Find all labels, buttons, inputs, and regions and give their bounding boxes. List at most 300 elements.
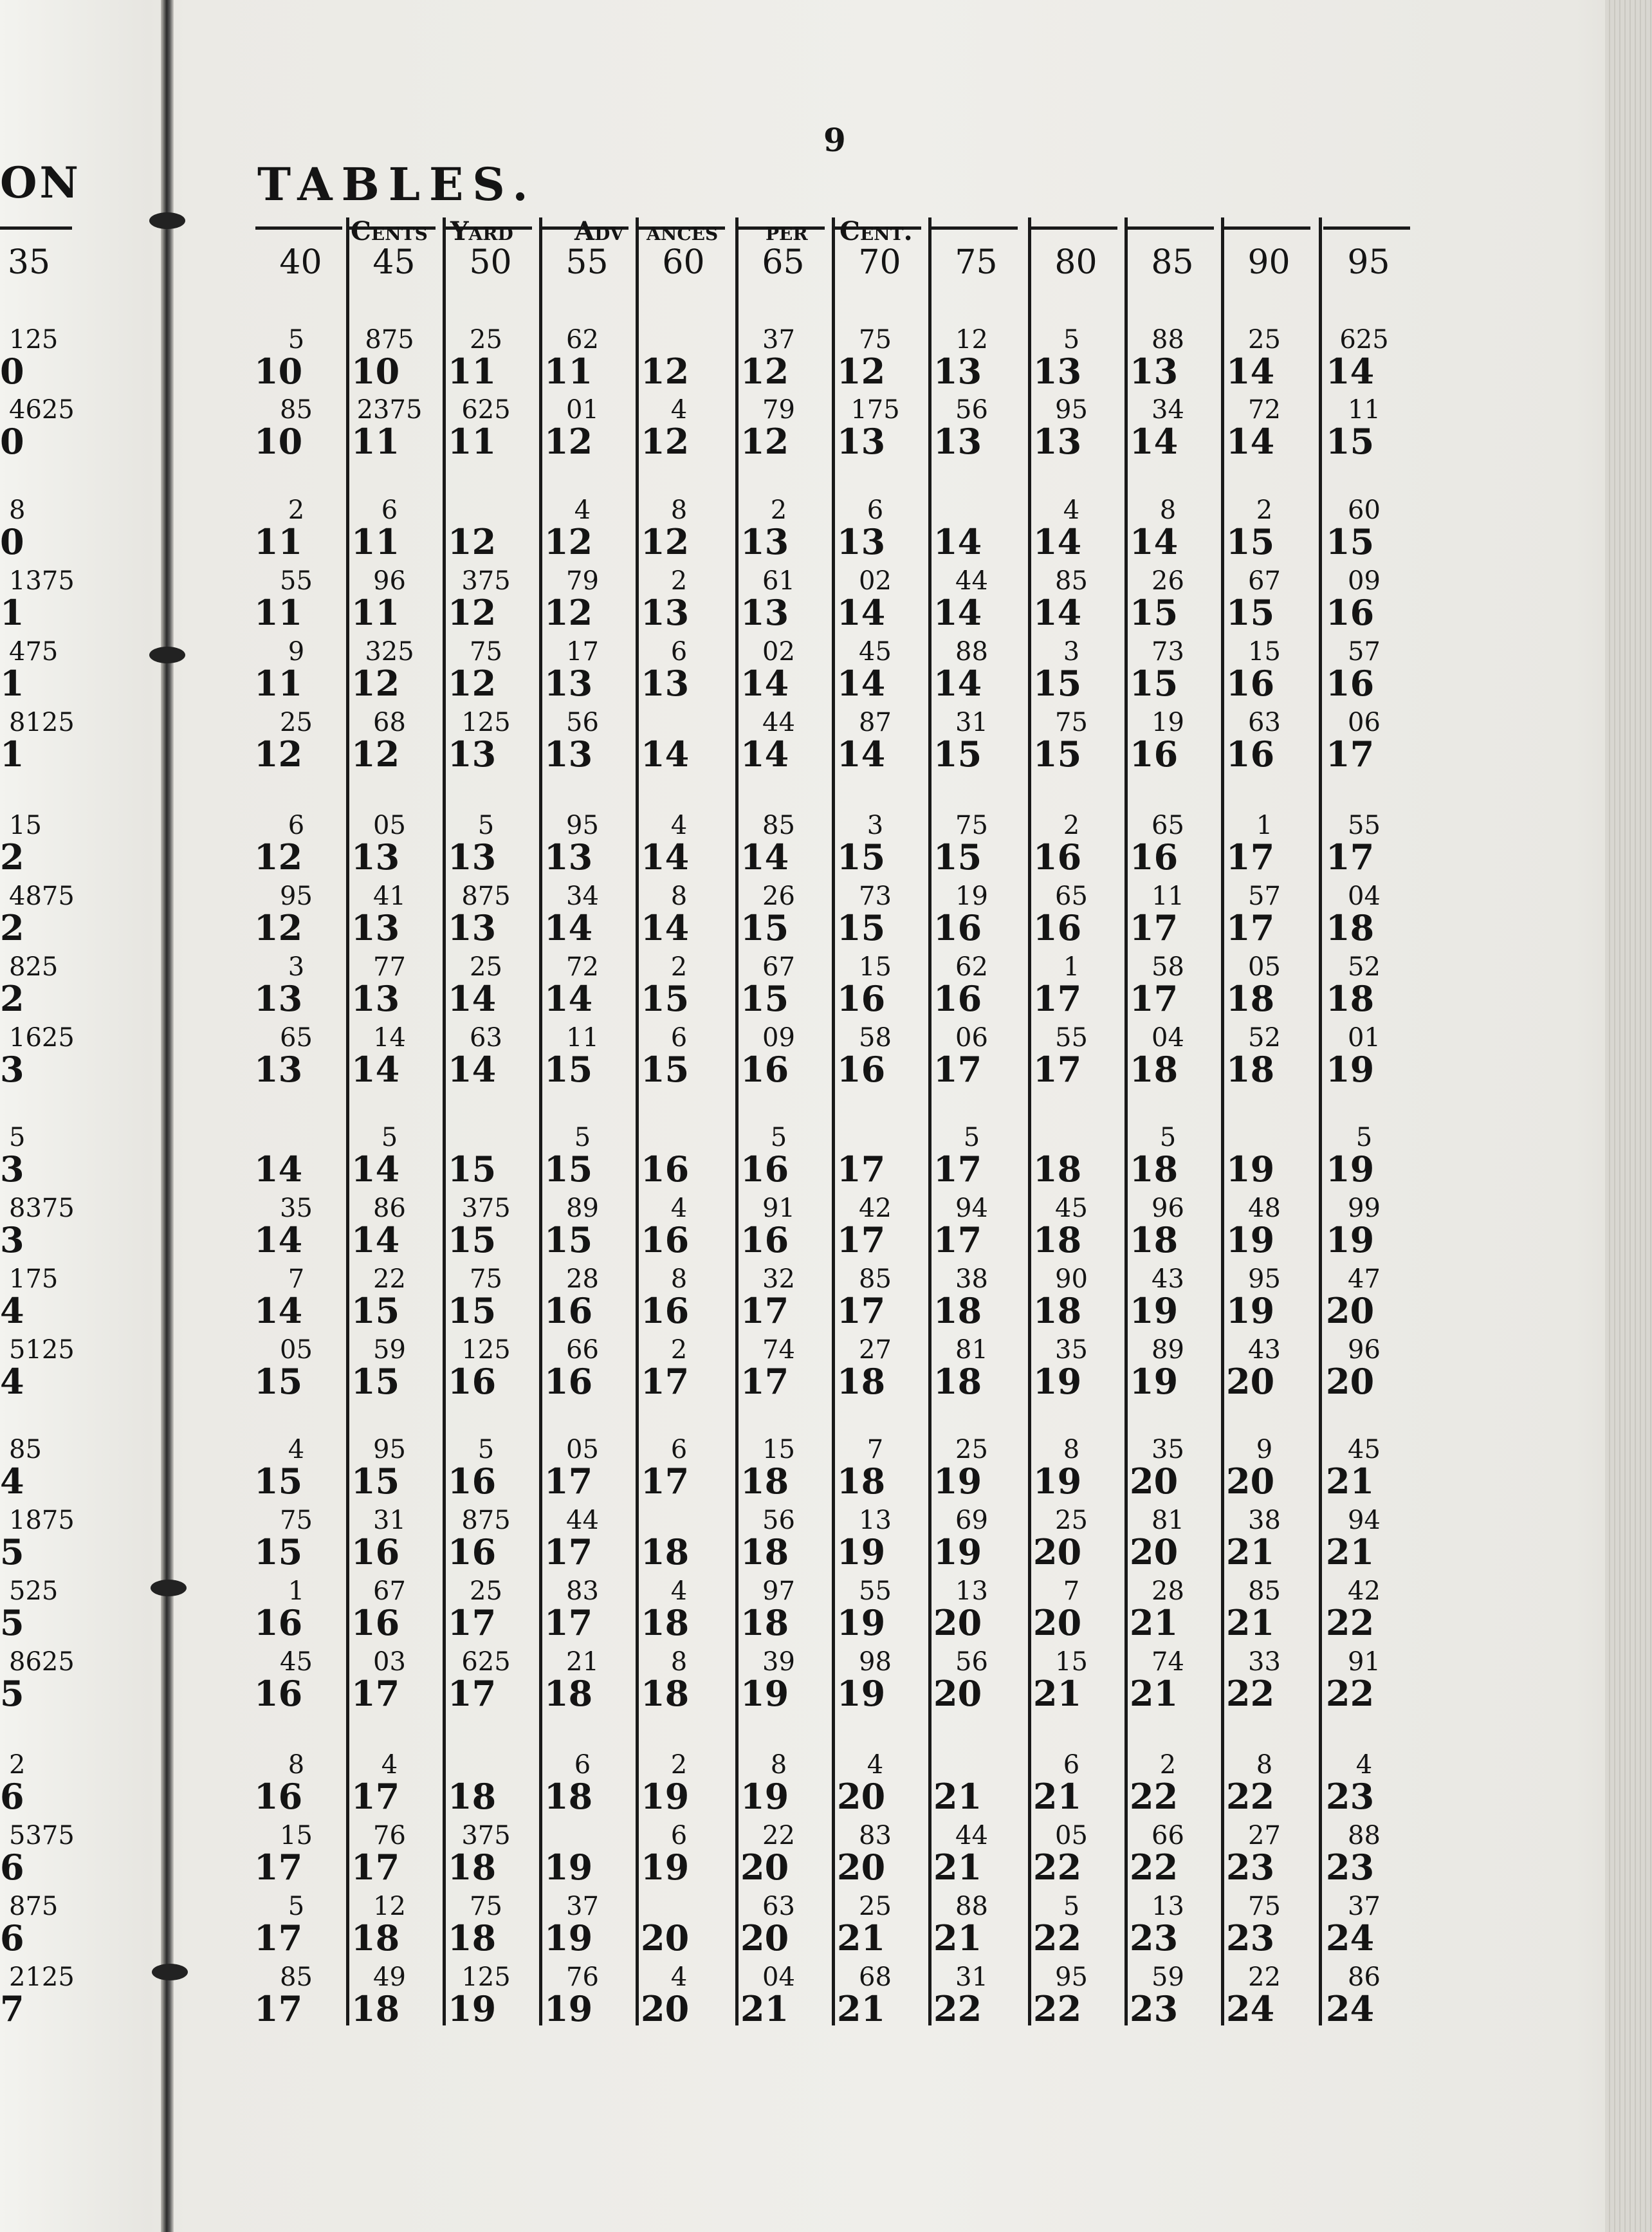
price-value: 21 — [1226, 1531, 1275, 1573]
fraction-value: 6 — [670, 637, 688, 667]
price-value: 20 — [1130, 1461, 1179, 1502]
price-value: 15 — [837, 836, 886, 878]
left-column-header: 35 — [7, 243, 51, 282]
fraction-value: 25 — [470, 325, 502, 355]
price-value: 21 — [1226, 1602, 1275, 1643]
price-value: 18 — [933, 1290, 982, 1331]
fraction-value: 4 — [574, 495, 591, 525]
fraction-value: 4 — [670, 395, 688, 425]
column-header-rule — [931, 226, 1018, 230]
price-value: 16 — [641, 1148, 690, 1190]
price-value: 12 — [641, 521, 690, 562]
price-value: 17 — [837, 1290, 886, 1331]
price-value: 13 — [351, 836, 400, 878]
fraction-value: 05 — [1055, 1821, 1088, 1850]
price-value: 17 — [448, 1673, 497, 1714]
fraction-value: 5 — [963, 1123, 980, 1152]
fraction-value: 1 — [1256, 811, 1273, 840]
fraction-value: 81 — [1152, 1506, 1184, 1535]
price-value: 17 — [1033, 978, 1082, 1019]
price-value: 13 — [254, 1049, 303, 1090]
price-value: 13 — [351, 907, 400, 948]
price-value: 13 — [1033, 421, 1082, 462]
price-value: 13 — [837, 421, 886, 462]
fraction-value: 59 — [373, 1335, 406, 1365]
price-value: 15 — [641, 978, 690, 1019]
fraction-value: 11 — [1348, 395, 1381, 425]
price-value: 15 — [544, 1049, 593, 1090]
price-value: 15 — [933, 836, 982, 878]
fraction-value: 06 — [955, 1023, 988, 1053]
fraction-value: 86 — [1348, 1962, 1381, 1992]
price-value: 14 — [448, 1049, 497, 1090]
price-value: 18 — [933, 1361, 982, 1402]
fraction-value: 625 — [461, 395, 511, 425]
left-price-value: 7 — [0, 1988, 24, 2029]
left-fraction-value: 475 — [9, 637, 59, 667]
book-gutter — [161, 0, 174, 2232]
fraction-value: 35 — [280, 1194, 313, 1223]
fraction-value: 19 — [955, 881, 988, 911]
fraction-value: 75 — [470, 1264, 502, 1294]
fraction-value: 06 — [1348, 708, 1381, 737]
fraction-value: 62 — [566, 325, 599, 355]
fraction-value: 17 — [566, 637, 599, 667]
fraction-value: 69 — [955, 1506, 988, 1535]
header-caption: Cents — [351, 216, 428, 246]
price-value: 14 — [837, 592, 886, 633]
fraction-value: 73 — [859, 881, 892, 911]
price-value: 16 — [1033, 907, 1082, 948]
price-value: 18 — [1033, 1148, 1082, 1190]
fraction-value: 41 — [373, 881, 406, 911]
fraction-value: 6 — [381, 495, 398, 525]
fraction-value: 05 — [280, 1335, 313, 1365]
fraction-value: 45 — [280, 1647, 313, 1677]
fraction-value: 65 — [280, 1023, 313, 1053]
fraction-value: 42 — [859, 1194, 892, 1223]
price-value: 14 — [933, 663, 982, 704]
price-value: 20 — [933, 1602, 982, 1643]
fraction-value: 97 — [762, 1576, 795, 1606]
binding-stitch — [149, 647, 185, 663]
fraction-value: 15 — [859, 952, 892, 982]
price-value: 17 — [544, 1531, 593, 1573]
price-value: 15 — [1226, 592, 1275, 633]
price-value: 22 — [1033, 1847, 1082, 1888]
price-value: 15 — [1033, 663, 1082, 704]
column-divider — [443, 217, 446, 2025]
fraction-value: 45 — [1055, 1194, 1088, 1223]
price-value: 18 — [351, 1917, 400, 1959]
fraction-value: 87 — [859, 708, 892, 737]
price-value: 19 — [740, 1776, 789, 1817]
fraction-value: 09 — [762, 1023, 795, 1053]
fraction-value: 14 — [373, 1023, 406, 1053]
fraction-value: 4 — [670, 1194, 688, 1223]
price-value: 16 — [351, 1602, 400, 1643]
price-value: 19 — [933, 1461, 982, 1502]
price-value: 20 — [933, 1673, 982, 1714]
price-value: 18 — [641, 1531, 690, 1573]
left-fraction-value: 8625 — [9, 1647, 75, 1677]
price-value: 10 — [254, 421, 303, 462]
price-value: 15 — [1226, 521, 1275, 562]
left-fraction-value: 1375 — [9, 566, 75, 596]
fraction-value: 25 — [470, 1576, 502, 1606]
left-price-value: 6 — [0, 1776, 24, 1817]
fraction-value: 86 — [373, 1194, 406, 1223]
fraction-value: 65 — [1152, 811, 1184, 840]
price-value: 21 — [1033, 1673, 1082, 1714]
fraction-value: 67 — [1248, 566, 1281, 596]
fraction-value: 04 — [1152, 1023, 1184, 1053]
price-value: 12 — [448, 592, 497, 633]
price-value: 16 — [641, 1219, 690, 1260]
fraction-value: 15 — [1055, 1647, 1088, 1677]
price-value: 18 — [1130, 1219, 1179, 1260]
fraction-value: 95 — [280, 881, 313, 911]
header-caption: ances — [647, 216, 719, 246]
fraction-value: 90 — [1055, 1264, 1088, 1294]
price-value: 23 — [1326, 1847, 1375, 1888]
fraction-value: 6 — [670, 1435, 688, 1464]
price-value: 11 — [351, 592, 400, 633]
price-value: 20 — [740, 1847, 789, 1888]
fraction-value: 96 — [1348, 1335, 1381, 1365]
left-price-value: 5 — [0, 1531, 24, 1573]
price-value: 19 — [448, 1988, 497, 2029]
price-value: 16 — [254, 1776, 303, 1817]
column-header-rule — [1323, 226, 1410, 230]
price-value: 16 — [837, 1049, 886, 1090]
price-value: 15 — [254, 1531, 303, 1573]
fraction-value: 6 — [867, 495, 884, 525]
price-value: 12 — [254, 836, 303, 878]
price-value: 23 — [1130, 1917, 1179, 1959]
fraction-value: 5 — [477, 1435, 495, 1464]
fraction-value: 8 — [770, 1750, 787, 1780]
header-caption: Adv — [574, 216, 624, 246]
fraction-value: 95 — [1055, 395, 1088, 425]
price-value: 16 — [1226, 733, 1275, 775]
header-caption: per — [766, 216, 808, 246]
price-value: 24 — [1326, 1988, 1375, 2029]
left-fraction-value: 125 — [9, 325, 59, 355]
price-value: 17 — [933, 1049, 982, 1090]
price-value: 13 — [933, 351, 982, 392]
price-value: 22 — [933, 1988, 982, 2029]
price-value: 19 — [641, 1847, 690, 1888]
price-value: 13 — [740, 521, 789, 562]
fraction-value: 21 — [566, 1647, 599, 1677]
fraction-value: 56 — [955, 395, 988, 425]
fraction-value: 1 — [1063, 952, 1080, 982]
fraction-value: 03 — [373, 1647, 406, 1677]
price-value: 10 — [351, 351, 400, 392]
fraction-value: 68 — [373, 708, 406, 737]
left-fraction-value: 8125 — [9, 708, 75, 737]
price-value: 23 — [1226, 1917, 1275, 1959]
fraction-value: 8 — [670, 495, 688, 525]
fraction-value: 94 — [1348, 1506, 1381, 1535]
fraction-value: 04 — [1348, 881, 1381, 911]
price-value: 18 — [1326, 907, 1375, 948]
price-value: 17 — [837, 1148, 886, 1190]
price-value: 12 — [448, 521, 497, 562]
fraction-value: 67 — [762, 952, 795, 982]
fraction-value: 8 — [1063, 1435, 1080, 1464]
fraction-value: 83 — [859, 1821, 892, 1850]
left-fraction-value: 825 — [9, 952, 59, 982]
price-value: 17 — [351, 1673, 400, 1714]
price-value: 14 — [351, 1148, 400, 1190]
header-caption: Yard — [450, 216, 513, 246]
fraction-value: 5 — [381, 1123, 398, 1152]
page-number: 9 — [823, 121, 846, 159]
fraction-value: 75 — [1248, 1892, 1281, 1921]
binding-stitch — [152, 1964, 188, 1980]
price-value: 18 — [1326, 978, 1375, 1019]
left-fraction-value: 8375 — [9, 1194, 75, 1223]
fraction-value: 6 — [1063, 1750, 1080, 1780]
fraction-value: 01 — [566, 395, 599, 425]
fraction-value: 96 — [1152, 1194, 1184, 1223]
price-value: 19 — [1033, 1461, 1082, 1502]
price-value: 16 — [448, 1461, 497, 1502]
price-value: 18 — [641, 1673, 690, 1714]
fraction-value: 45 — [1348, 1435, 1381, 1464]
price-value: 16 — [1033, 836, 1082, 878]
left-fraction-value: 5 — [9, 1123, 26, 1152]
fraction-value: 76 — [566, 1962, 599, 1992]
fraction-value: 6 — [288, 811, 305, 840]
price-value: 15 — [448, 1148, 497, 1190]
left-price-value: 4 — [0, 1461, 24, 1502]
left-price-value: 1 — [0, 663, 24, 704]
fraction-value: 44 — [762, 708, 795, 737]
fraction-value: 8 — [288, 1750, 305, 1780]
price-value: 17 — [933, 1219, 982, 1260]
price-value: 13 — [448, 907, 497, 948]
price-value: 16 — [1130, 836, 1179, 878]
price-value: 18 — [448, 1917, 497, 1959]
price-value: 17 — [1226, 836, 1275, 878]
price-value: 18 — [544, 1776, 593, 1817]
price-value: 14 — [641, 733, 690, 775]
fraction-value: 9 — [1256, 1435, 1273, 1464]
price-value: 21 — [1326, 1531, 1375, 1573]
price-value: 18 — [1033, 1219, 1082, 1260]
price-value: 18 — [1226, 1049, 1275, 1090]
price-value: 16 — [254, 1602, 303, 1643]
price-value: 14 — [1033, 592, 1082, 633]
fraction-value: 4 — [867, 1750, 884, 1780]
fraction-value: 58 — [859, 1023, 892, 1053]
fraction-value: 37 — [566, 1892, 599, 1921]
price-value: 14 — [837, 663, 886, 704]
price-value: 19 — [1326, 1049, 1375, 1090]
price-value: 11 — [254, 663, 303, 704]
price-value: 17 — [641, 1461, 690, 1502]
page-title: TABLES. — [257, 158, 537, 211]
fraction-value: 4 — [288, 1435, 305, 1464]
price-value: 13 — [933, 421, 982, 462]
column-header-rule — [255, 226, 342, 230]
left-fraction-value: 4875 — [9, 881, 75, 911]
left-price-value: 5 — [0, 1673, 24, 1714]
price-value: 16 — [1326, 663, 1375, 704]
price-value: 13 — [1033, 351, 1082, 392]
fraction-value: 33 — [1248, 1647, 1281, 1677]
fraction-value: 7 — [1063, 1576, 1080, 1606]
price-value: 17 — [254, 1917, 303, 1959]
price-value: 18 — [1130, 1049, 1179, 1090]
fraction-value: 38 — [1248, 1506, 1281, 1535]
fraction-value: 13 — [1152, 1892, 1184, 1921]
price-value: 16 — [1226, 663, 1275, 704]
price-value: 21 — [740, 1988, 789, 2029]
price-value: 18 — [1033, 1290, 1082, 1331]
price-value: 15 — [1326, 421, 1375, 462]
price-value: 13 — [448, 733, 497, 775]
fraction-value: 9 — [288, 637, 305, 667]
price-value: 13 — [254, 978, 303, 1019]
fraction-value: 43 — [1248, 1335, 1281, 1365]
fraction-value: 74 — [762, 1335, 795, 1365]
page-edge — [1605, 0, 1652, 2232]
price-value: 15 — [1130, 663, 1179, 704]
price-value: 14 — [1326, 351, 1375, 392]
fraction-value: 79 — [566, 566, 599, 596]
fraction-value: 5 — [574, 1123, 591, 1152]
price-value: 21 — [1130, 1673, 1179, 1714]
price-value: 16 — [837, 978, 886, 1019]
price-value: 16 — [641, 1290, 690, 1331]
price-value: 17 — [1226, 907, 1275, 948]
left-price-value: 1 — [0, 592, 24, 633]
price-value: 22 — [1033, 1988, 1082, 2029]
price-value: 23 — [1130, 1988, 1179, 2029]
price-value: 12 — [837, 351, 886, 392]
column-header: 50 — [469, 243, 512, 282]
fraction-value: 62 — [955, 952, 988, 982]
fraction-value: 55 — [1055, 1023, 1088, 1053]
fraction-value: 75 — [859, 325, 892, 355]
fraction-value: 11 — [566, 1023, 599, 1053]
fraction-value: 28 — [1152, 1576, 1184, 1606]
price-value: 19 — [544, 1917, 593, 1959]
column-divider — [636, 217, 639, 2025]
price-value: 17 — [254, 1847, 303, 1888]
column-header: 80 — [1054, 243, 1097, 282]
price-value: 19 — [1226, 1219, 1275, 1260]
price-value: 20 — [1130, 1531, 1179, 1573]
price-value: 12 — [351, 733, 400, 775]
price-value: 19 — [1226, 1290, 1275, 1331]
fraction-value: 05 — [373, 811, 406, 840]
fraction-value: 77 — [373, 952, 406, 982]
price-value: 14 — [641, 836, 690, 878]
fraction-value: 2 — [1256, 495, 1273, 525]
left-price-value: 2 — [0, 978, 24, 1019]
fraction-value: 2 — [670, 1750, 688, 1780]
fraction-value: 56 — [955, 1647, 988, 1677]
fraction-value: 57 — [1348, 637, 1381, 667]
price-value: 22 — [1130, 1847, 1179, 1888]
fraction-value: 66 — [1152, 1821, 1184, 1850]
price-value: 23 — [1326, 1776, 1375, 1817]
price-value: 13 — [641, 663, 690, 704]
price-value: 11 — [448, 421, 497, 462]
fraction-value: 85 — [280, 1962, 313, 1992]
price-value: 15 — [351, 1290, 400, 1331]
column-divider — [928, 217, 932, 2025]
price-value: 10 — [254, 351, 303, 392]
price-value: 19 — [1033, 1361, 1082, 1402]
price-value: 15 — [254, 1461, 303, 1502]
price-value: 14 — [740, 663, 789, 704]
price-value: 13 — [837, 521, 886, 562]
price-value: 15 — [448, 1219, 497, 1260]
price-value: 20 — [641, 1988, 690, 2029]
price-value: 15 — [1326, 521, 1375, 562]
price-value: 14 — [1130, 521, 1179, 562]
price-value: 19 — [1326, 1219, 1375, 1260]
fraction-value: 67 — [373, 1576, 406, 1606]
fraction-value: 8 — [670, 881, 688, 911]
price-value: 22 — [1226, 1673, 1275, 1714]
price-value: 21 — [1326, 1461, 1375, 1502]
fraction-value: 8 — [1159, 495, 1177, 525]
price-value: 19 — [1226, 1148, 1275, 1190]
price-value: 11 — [544, 351, 593, 392]
price-value: 20 — [837, 1847, 886, 1888]
fraction-value: 63 — [1248, 708, 1281, 737]
left-price-value: 1 — [0, 733, 24, 775]
fraction-value: 25 — [1055, 1506, 1088, 1535]
price-value: 19 — [1326, 1148, 1375, 1190]
price-value: 11 — [448, 351, 497, 392]
price-value: 13 — [641, 592, 690, 633]
left-fraction-value: 875 — [9, 1892, 59, 1921]
column-header-rule — [1127, 226, 1214, 230]
fraction-value: 57 — [1248, 881, 1281, 911]
price-value: 18 — [448, 1847, 497, 1888]
price-value: 12 — [641, 351, 690, 392]
column-header: 60 — [662, 243, 705, 282]
fraction-value: 85 — [1055, 566, 1088, 596]
fraction-value: 45 — [859, 637, 892, 667]
fraction-value: 13 — [859, 1506, 892, 1535]
fraction-value: 8 — [670, 1647, 688, 1677]
fraction-value: 2 — [1159, 1750, 1177, 1780]
left-fraction-value: 175 — [9, 1264, 59, 1294]
fraction-value: 3 — [867, 811, 884, 840]
left-fraction-value: 8 — [9, 495, 26, 525]
price-value: 20 — [1033, 1602, 1082, 1643]
column-header: 70 — [858, 243, 901, 282]
fraction-value: 25 — [955, 1435, 988, 1464]
price-value: 19 — [1130, 1290, 1179, 1331]
fraction-value: 09 — [1348, 566, 1381, 596]
price-value: 12 — [254, 907, 303, 948]
fraction-value: 88 — [1348, 1821, 1381, 1850]
price-value: 17 — [740, 1290, 789, 1331]
left-fraction-value: 2 — [9, 1750, 26, 1780]
fraction-value: 625 — [1339, 325, 1389, 355]
price-value: 14 — [740, 836, 789, 878]
